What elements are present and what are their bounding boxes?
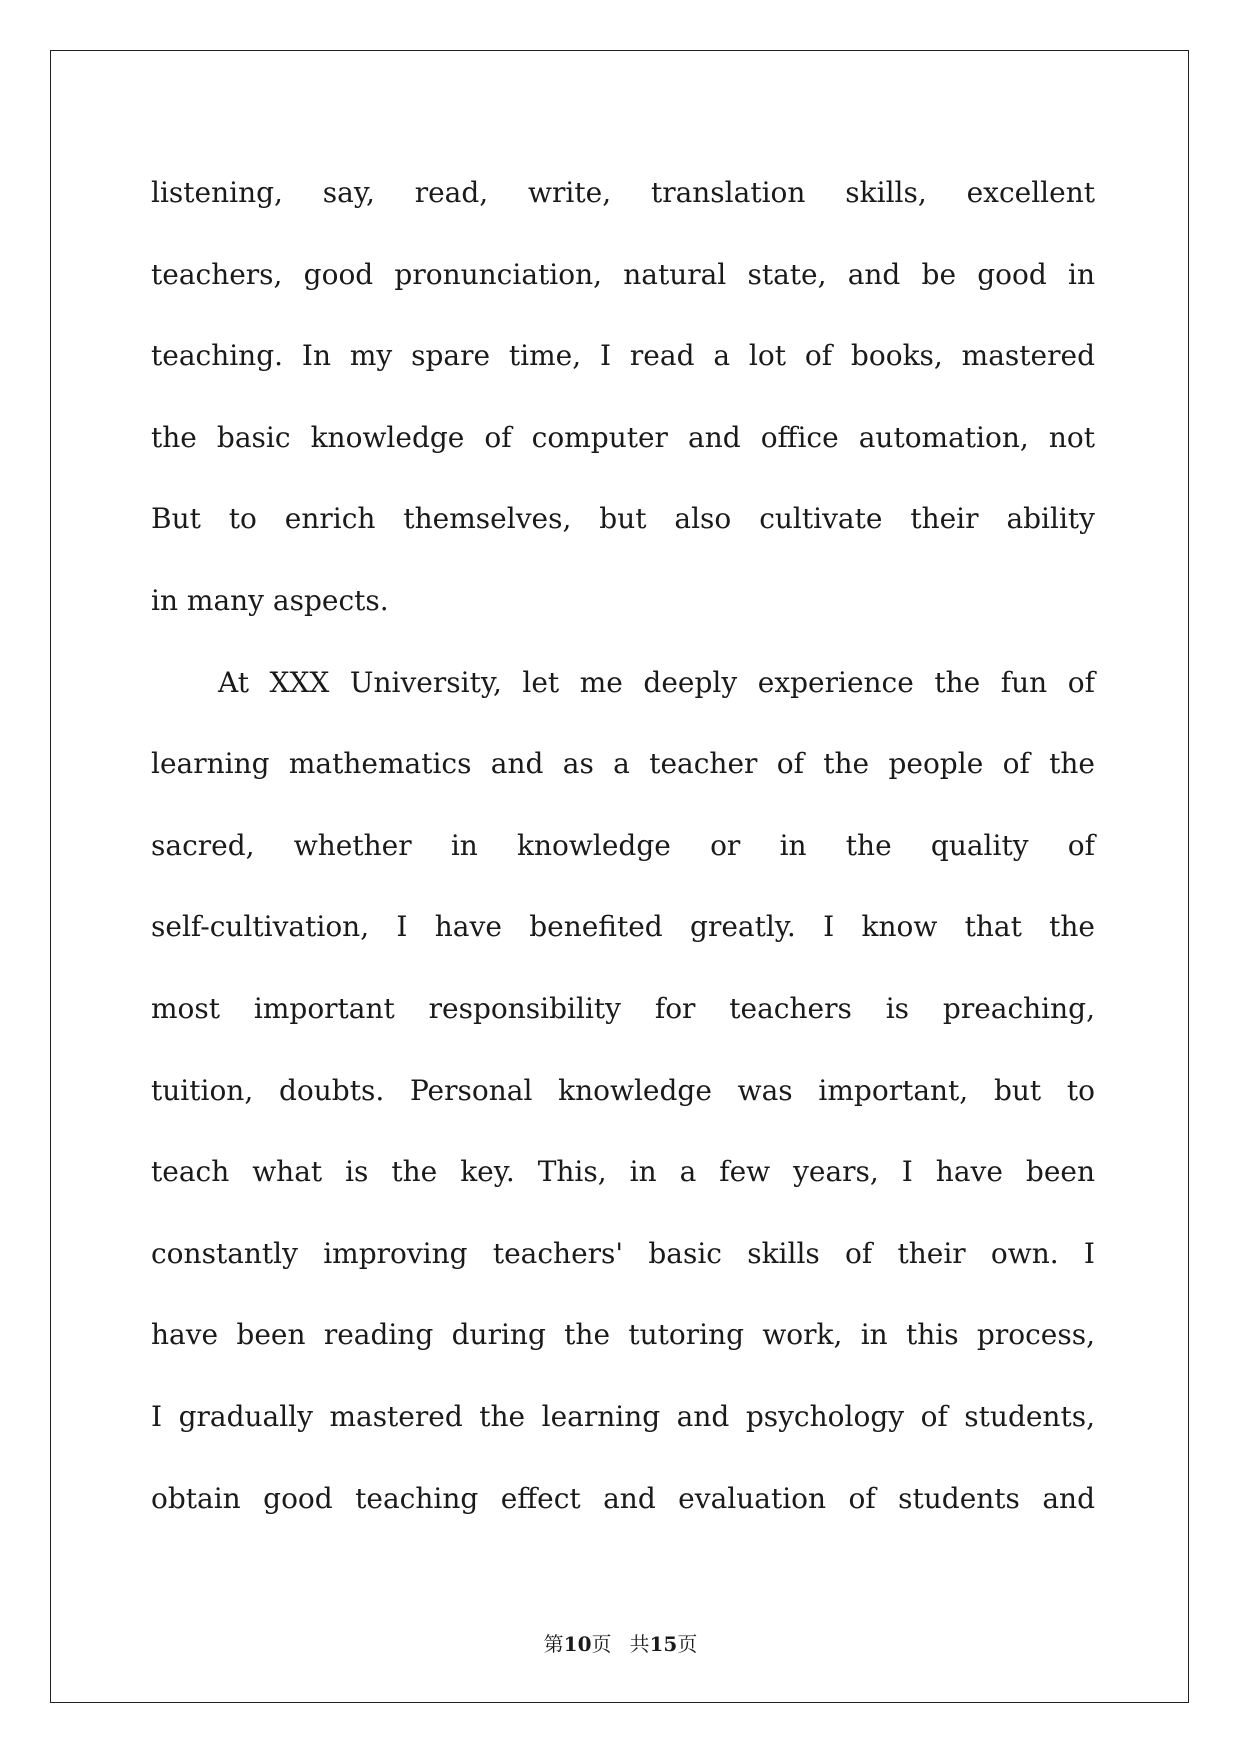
text-line: self-cultivation, I have benefited greatly. I know that the xyxy=(151,910,1095,944)
total-prefix: 共 xyxy=(629,1632,650,1656)
page-prefix: 第 xyxy=(543,1632,564,1656)
text-line: in many aspects. xyxy=(151,583,389,617)
text-line: listening, say, read, write, translation skills, excellent xyxy=(151,176,1095,209)
page-number: 10 xyxy=(563,1632,592,1656)
text-line: constantly improving teachers' basic skills of their own. I xyxy=(151,1236,1095,1270)
text-line: But to enrich themselves, but also cultivate their ability xyxy=(151,502,1095,536)
page-suffix: 页 xyxy=(591,1632,612,1656)
text-line: At XXX University, let me deeply experience the fun of xyxy=(218,665,1095,699)
text-line: teaching. In my spare time, I read a lot of books, mastered xyxy=(151,339,1095,373)
text-line: learning mathematics and as a teacher of the people of the xyxy=(151,747,1095,781)
paragraph xyxy=(151,168,1095,658)
text-line: have been reading during the tutoring work, in this process, xyxy=(151,1318,1095,1352)
text-line: obtain good teaching effect and evaluation of students and xyxy=(151,1481,1095,1515)
total-suffix: 页 xyxy=(677,1632,698,1656)
text-line: tuition, doubts. Personal knowledge was important, but to xyxy=(151,1073,1095,1107)
text-line: teach what is the key. This, in a few years, I have been xyxy=(151,1155,1095,1189)
text-line: sacred, whether in knowledge or in the quality of xyxy=(151,828,1095,862)
text-line: teachers, good pronunciation, natural state, and be good in xyxy=(151,257,1095,291)
document-body xyxy=(151,168,1095,1555)
text-line: the basic knowledge of computer and office automation, not xyxy=(151,420,1095,454)
paragraph xyxy=(151,658,1095,1556)
page-footer xyxy=(0,1628,1241,1657)
page-total: 15 xyxy=(649,1632,678,1656)
text-line: most important responsibility for teachers is preaching, xyxy=(151,991,1095,1025)
text-line: I gradually mastered the learning and psychology of students, xyxy=(151,1399,1095,1433)
